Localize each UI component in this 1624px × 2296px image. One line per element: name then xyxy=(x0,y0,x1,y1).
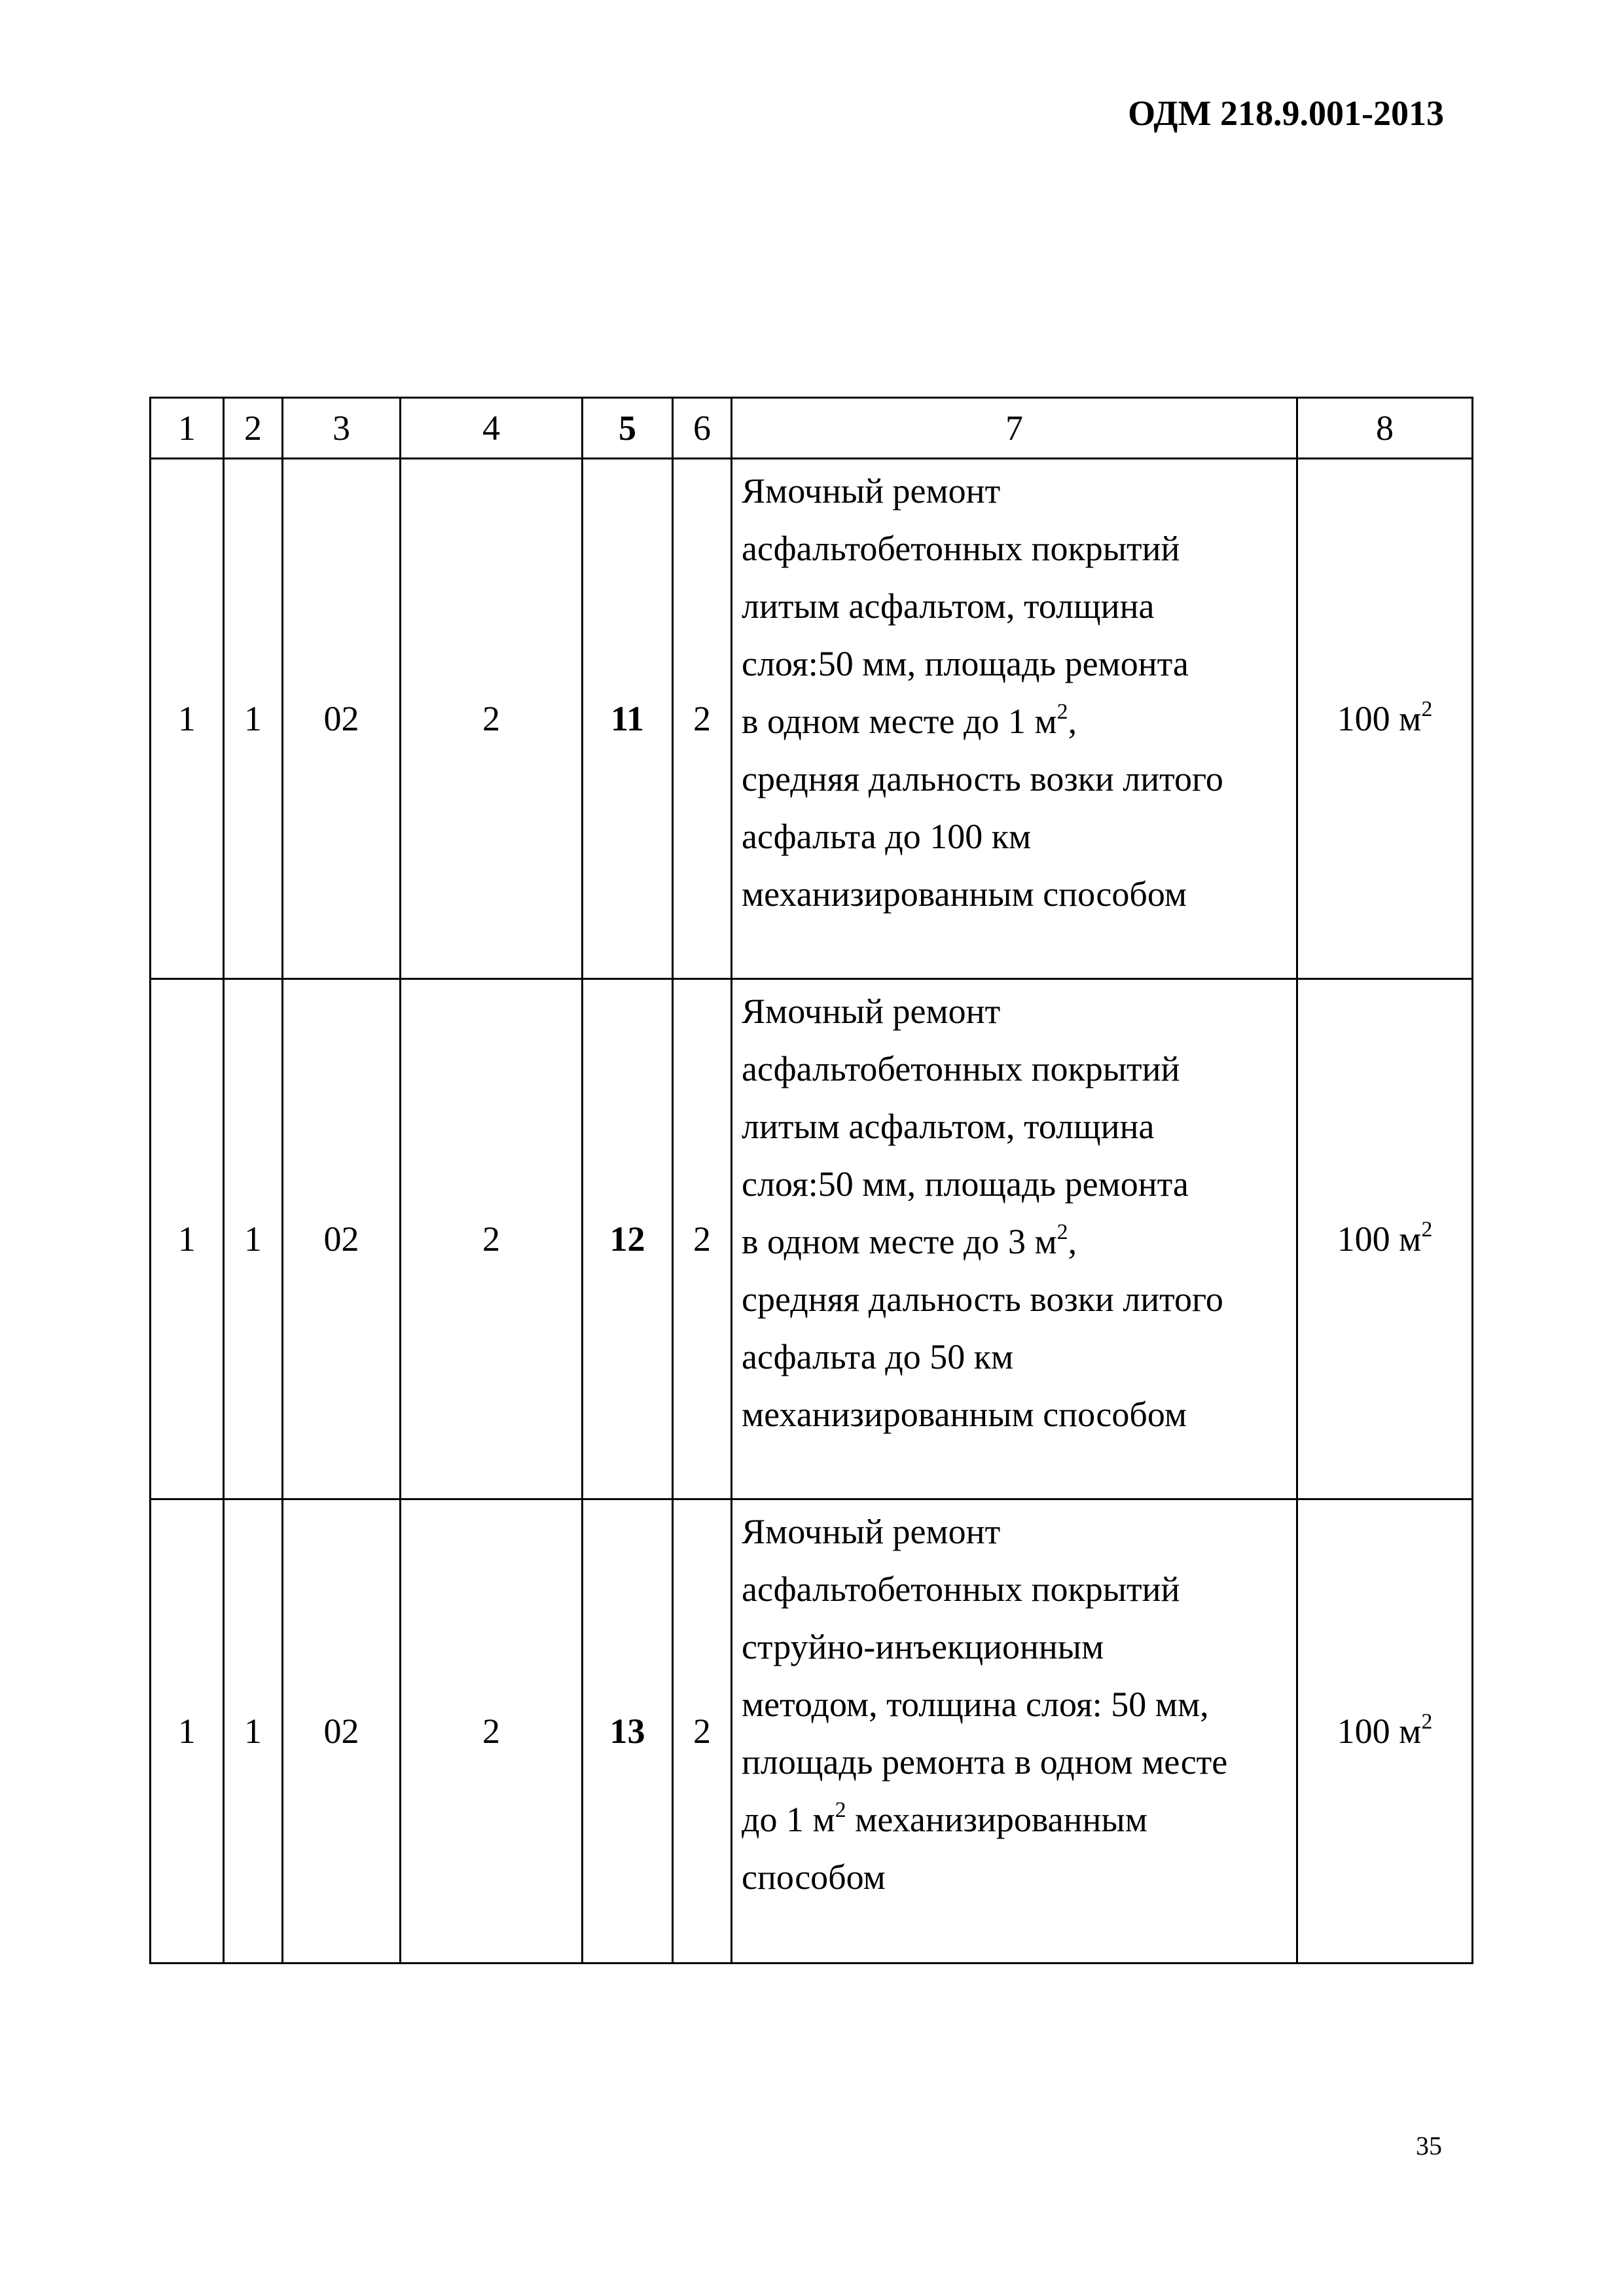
description-line: до 1 $м^2$ механизированным xyxy=(742,1798,1147,1839)
description-line: литым асфальтом, толщина xyxy=(742,586,1155,626)
work-description xyxy=(732,979,1297,1499)
table-cell: 2 xyxy=(673,459,732,979)
description-line: струйно-инъекционным xyxy=(742,1627,1104,1666)
table-cell: 1 xyxy=(151,1499,224,1964)
description-line: механизированным способом xyxy=(742,874,1187,914)
table-cell: 13 xyxy=(583,1499,673,1964)
description-line: асфальта до 100 км xyxy=(742,817,1032,856)
column-number: 7 xyxy=(732,398,1297,459)
unit-cell: 100 $м^2$ xyxy=(1297,1499,1473,1964)
table-cell: 1 xyxy=(224,459,283,979)
description-line: площадь ремонта в одном месте xyxy=(742,1742,1228,1782)
table-cell: 12 xyxy=(583,979,673,1499)
table-cell: 1 xyxy=(224,979,283,1499)
description-line: асфальтобетонных покрытий xyxy=(742,1570,1180,1609)
description-line: в одном месте до 1 $м^2$, xyxy=(742,700,1077,741)
description-line: средняя дальность возки литого xyxy=(742,759,1223,798)
description-line: Ямочный ремонт xyxy=(742,471,1001,511)
table-cell: 2 xyxy=(401,1499,583,1964)
table-row xyxy=(151,459,1473,979)
table-cell: 2 xyxy=(401,979,583,1499)
table-row xyxy=(151,979,1473,1499)
column-number: 2 xyxy=(224,398,283,459)
work-description xyxy=(732,459,1297,979)
column-number: 4 xyxy=(401,398,583,459)
description-line: средняя дальность возки литого xyxy=(742,1280,1223,1319)
description-line: литым асфальтом, толщина xyxy=(742,1107,1155,1146)
description-line: методом, толщина слоя: 50 мм, xyxy=(742,1685,1209,1724)
table-cell: 02 xyxy=(283,459,401,979)
table-cell: 1 xyxy=(151,459,224,979)
column-number-row xyxy=(151,398,1473,459)
column-number: 6 xyxy=(673,398,732,459)
description-line: асфальтобетонных покрытий xyxy=(742,1049,1180,1088)
table-cell: 1 xyxy=(224,1499,283,1964)
table-cell: 02 xyxy=(283,979,401,1499)
description-line: способом xyxy=(742,1857,886,1897)
table-cell: 02 xyxy=(283,1499,401,1964)
table-row xyxy=(151,1499,1473,1964)
page-number: 35 xyxy=(1416,2131,1442,2161)
spec-table xyxy=(149,397,1473,1964)
column-number: 8 xyxy=(1297,398,1473,459)
unit-cell: 100 $м^2$ xyxy=(1297,459,1473,979)
description-line: асфальтобетонных покрытий xyxy=(742,529,1180,568)
document-code: ОДМ 218.9.001-2013 xyxy=(1128,94,1444,133)
work-description xyxy=(732,1499,1297,1964)
column-number: 1 xyxy=(151,398,224,459)
description-line: в одном месте до 3 $м^2$, xyxy=(742,1220,1077,1261)
description-line: Ямочный ремонт xyxy=(742,992,1001,1031)
description-line: асфальта до 50 км xyxy=(742,1337,1014,1376)
description-line: слоя:50 мм, площадь ремонта xyxy=(742,1164,1189,1204)
description-line: Ямочный ремонт xyxy=(742,1512,1001,1551)
table-cell: 2 xyxy=(673,979,732,1499)
table-cell: 2 xyxy=(673,1499,732,1964)
table-cell: 11 xyxy=(583,459,673,979)
column-number: 5 xyxy=(583,398,673,459)
table-cell: 2 xyxy=(401,459,583,979)
description-line: механизированным способом xyxy=(742,1395,1187,1434)
column-number: 3 xyxy=(283,398,401,459)
description-line: слоя:50 мм, площадь ремонта xyxy=(742,644,1189,683)
unit-cell: 100 $м^2$ xyxy=(1297,979,1473,1499)
table-cell: 1 xyxy=(151,979,224,1499)
